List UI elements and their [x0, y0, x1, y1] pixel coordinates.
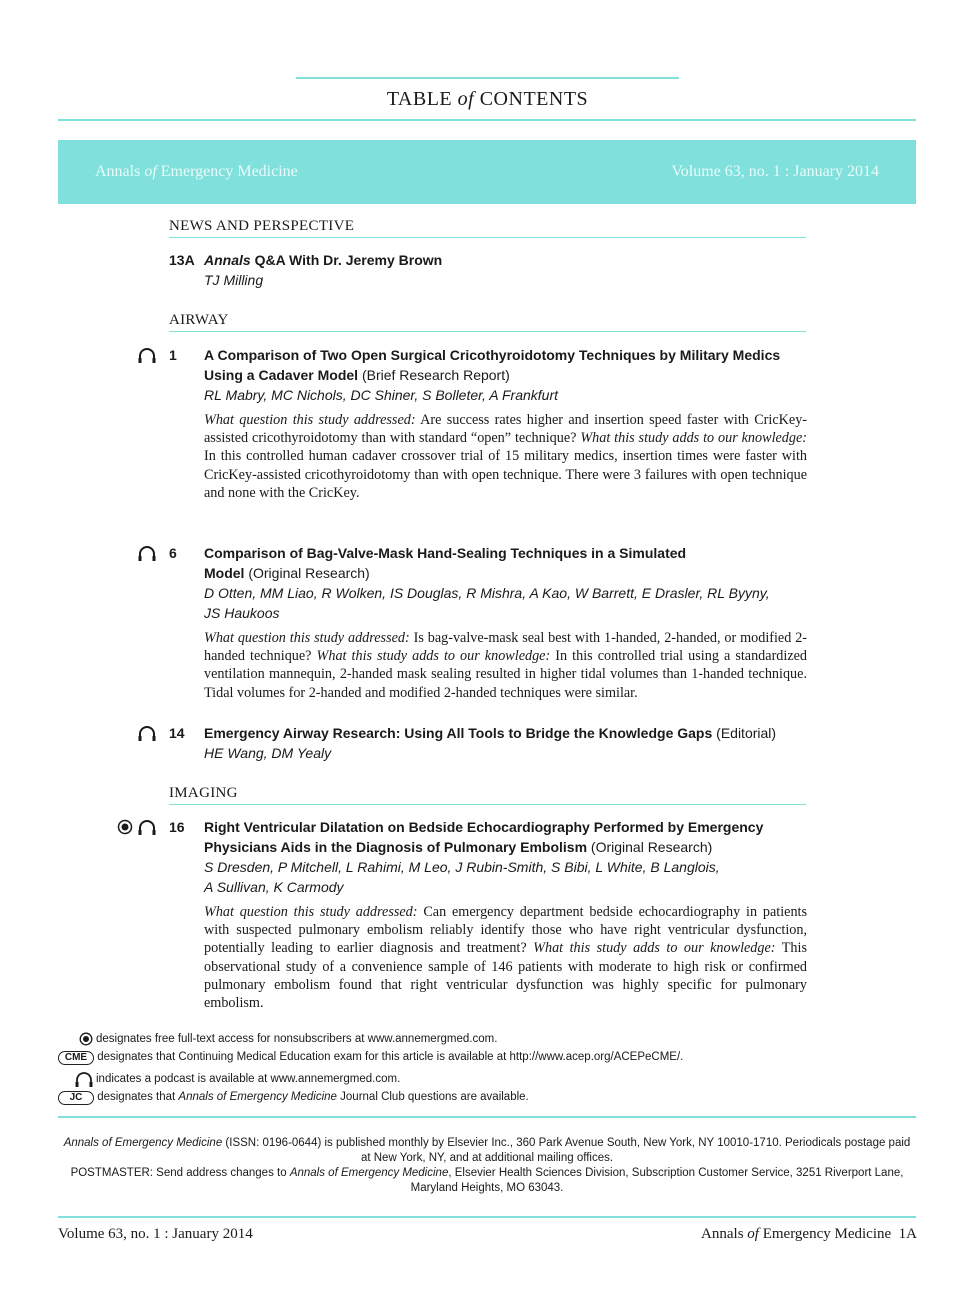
podcast-icon	[74, 1072, 94, 1088]
banner-journal-name: Annals of Emergency Medicine	[95, 163, 298, 180]
free-access-icon	[79, 1032, 93, 1046]
jc-badge-icon: JC	[58, 1091, 94, 1105]
page-number: 1A	[898, 1226, 917, 1242]
section-rule	[169, 237, 806, 238]
page-title: TABLE of CONTENTS	[386, 88, 589, 110]
article-authors: D Otten, MM Liao, R Wolken, IS Douglas, R Mishra, A Kao, W Barrett, E Drasler, RL Byyny, JS Haukoos	[204, 585, 770, 621]
article-page-number: 1	[169, 347, 177, 363]
section-heading-imaging: IMAGING	[169, 785, 238, 801]
article-abstract: What question this study addressed: Are success rates higher and insertion speed faster with CricKey-assisted cricothyroidotomy than with standard “open” technique? What this study adds to our knowledge: In this controlled human cadaver crossover trial of 15 military medics, insertion times were faster with CricKey-assisted cricothyroidotomy than with open technique. There were 3 failures with open technique and none with the CricKey.	[204, 412, 808, 501]
section-heading-airway: AIRWAY	[169, 312, 229, 328]
footer-issue: Volume 63, no. 1 : January 2014	[58, 1226, 253, 1242]
podcast-icon[interactable]	[137, 819, 157, 837]
article-title[interactable]: Emergency Airway Research: Using All Tools to Bridge the Knowledge Gaps (Editorial)	[204, 725, 777, 741]
article-page-number: 16	[169, 819, 185, 835]
journal-banner	[58, 140, 916, 204]
article-page-number: 6	[169, 545, 177, 561]
footer-journal-page: Annals of Emergency Medicine 1A	[701, 1226, 917, 1242]
podcast-icon[interactable]	[137, 725, 157, 743]
article-authors: S Dresden, P Mitchell, L Rahimi, M Leo, J Rubin-Smith, S Bibi, L White, B Langlois, A Sullivan, K Carmody	[204, 859, 720, 895]
article-authors: TJ Milling	[204, 272, 264, 288]
article-authors: RL Mabry, MC Nichols, DC Shiner, S Bolleter, A Frankfurt	[204, 387, 559, 403]
legend-podcast: indicates a podcast is available at www.annemergmed.com.	[96, 1073, 401, 1085]
footer-top-rule	[58, 1216, 916, 1218]
legend-journal-club: JC designates that Annals of Emergency Medicine Journal Club questions are available.	[58, 1091, 529, 1105]
section-rule	[169, 331, 806, 332]
article-authors: HE Wang, DM Yealy	[204, 745, 332, 761]
legend-bottom-rule	[58, 1116, 916, 1118]
article-page-number: 13A	[169, 252, 195, 268]
legend-cme: CME designates that Continuing Medical Education exam for this article is available at http://www.acep.org/ACEPeCME/.	[58, 1051, 683, 1065]
header-bottom-rule	[58, 119, 916, 121]
cme-badge-icon: CME	[58, 1051, 94, 1065]
publication-info: Annals of Emergency Medicine (ISSN: 0196-0644) is published monthly by Elsevier Inc., 360 Park Avenue South, New York, NY 10010-1710. Periodicals postage paid at New York, NY, and at additional mailing offices. POSTMASTER: Send address changes to Annals of Emergency Medicine, Elsevier Health Sciences Division, Subscription Customer Service, 3251 Riverport Lane, Maryland Heights, MO 63043.	[63, 1137, 911, 1194]
article-abstract: What question this study addressed: Can emergency department bedside echocardiography in patients with suspected pulmonary embolism reliably identify those who have right ventricular dysfunction, potentially leading to earlier diagnosis and treatment? What this study adds to our knowledge: This observational study of a convenience sample of 146 patients with moderate to high risk or confirmed pulmonary embolism found that right ventricular dysfunction was highly specific for pulmonary embolism.	[204, 904, 808, 1012]
article-abstract: What question this study addressed: Is bag-valve-mask seal best with 1-handed, 2-handed, or modified 2-handed technique? What this study adds to our knowledge: In this controlled trial using a standardized ventilation mannequin, 2-handed mask sealing resulted in higher tidal volumes than 1-handed technique. Tidal volumes for 2-handed and modified 2-handed techniques were similar.	[204, 630, 808, 701]
banner-issue: Volume 63, no. 1 : January 2014	[671, 163, 879, 180]
free-access-icon[interactable]	[117, 819, 133, 835]
article-title[interactable]: Right Ventricular Dilatation on Bedside Echocardiography Performed by Emergency Physicians Aids in the Diagnosis of Pulmonary Embolism (Original Research)	[204, 819, 764, 855]
section-rule	[169, 804, 806, 805]
article-title[interactable]: Comparison of Bag-Valve-Mask Hand-Sealing Techniques in a Simulated Model (Original Research)	[204, 545, 687, 581]
article-title[interactable]: Annals Q&A With Dr. Jeremy Brown	[204, 252, 443, 268]
header-top-rule	[296, 77, 679, 79]
section-heading-news: NEWS AND PERSPECTIVE	[169, 218, 355, 234]
podcast-icon[interactable]	[137, 347, 157, 365]
legend-free-access: designates free full-text access for nonsubscribers at www.annemergmed.com.	[96, 1033, 498, 1045]
podcast-icon[interactable]	[137, 545, 157, 563]
article-page-number: 14	[169, 725, 185, 741]
article-title[interactable]: A Comparison of Two Open Surgical Cricothyroidotomy Techniques by Military Medics Using a Cadaver Model (Brief Research Report)	[204, 347, 781, 383]
